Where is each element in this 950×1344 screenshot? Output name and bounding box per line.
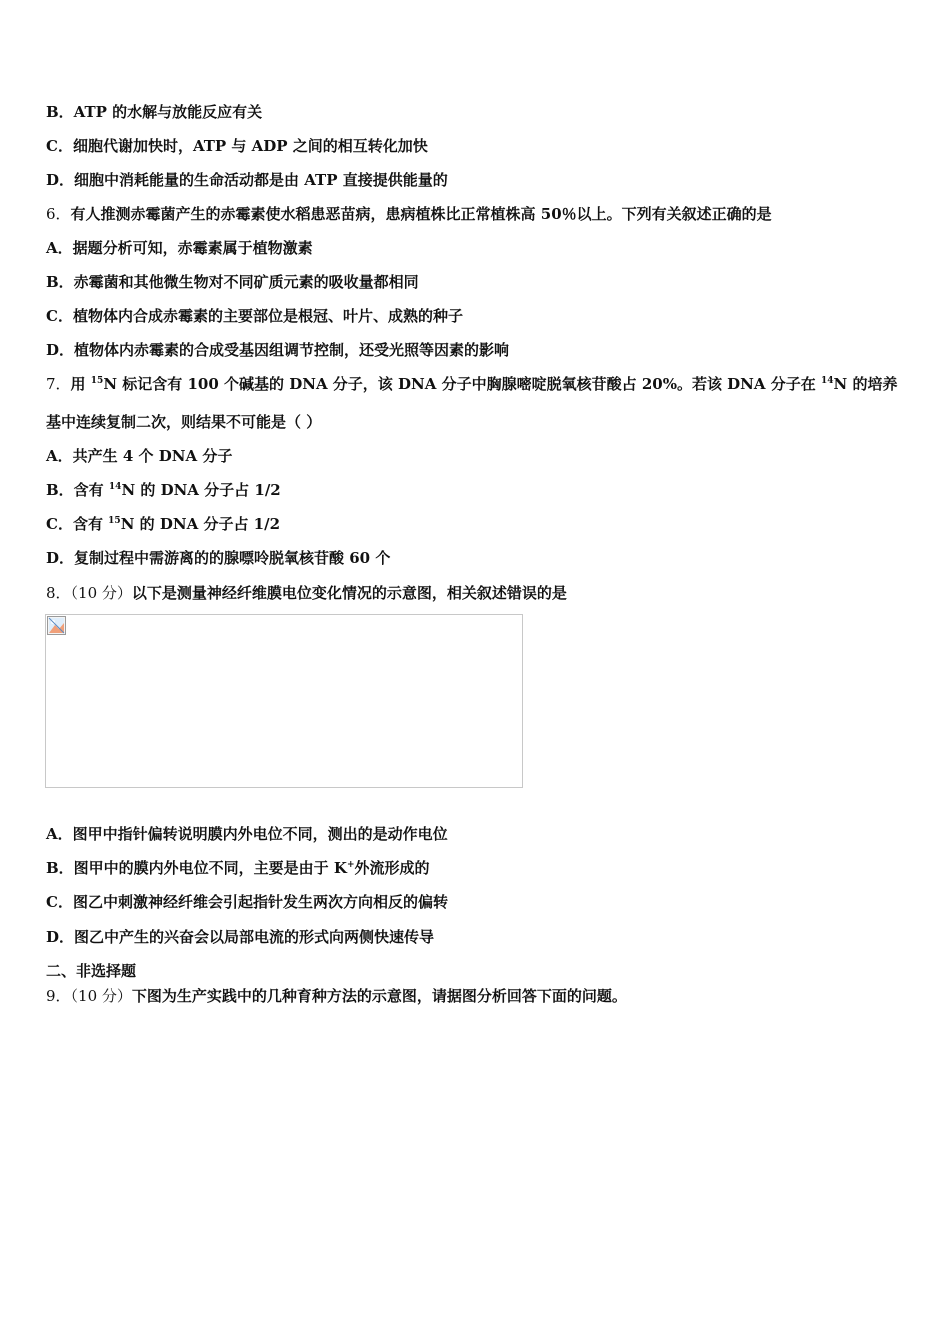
q7-option-a: A．共产生 4 个 DNA 分子 [46,447,233,465]
isotope-superscript: 14 [820,376,834,386]
q8-option-c: C．图乙中刺激神经纤维会引起指针发生两次方向相反的偏转 [46,893,448,911]
q9-number: 9．（10 分） [46,987,132,1005]
q6-option-b: B．赤霉菌和其他微生物对不同矿质元素的吸收量都相同 [46,273,419,291]
q6-stem [46,204,772,224]
q7-stem-part: N 的培养 [833,375,898,393]
q7-option-c [46,514,280,534]
q8-number: 8．（10 分） [46,584,132,602]
q6-option-c: C．植物体内合成赤霉素的主要部位是根冠、叶片、成熟的种子 [46,307,463,325]
q7-option-b-part: B．含有 [46,481,109,499]
q6-number: 6． [46,205,71,223]
q5-option-c: C．细胞代谢加快时，ATP 与 ADP 之间的相互转化加快 [46,137,428,155]
q8-option-d: D．图乙中产生的兴奋会以局部电流的形式向两侧快速传导 [46,928,435,946]
q8-figure-placeholder [45,614,523,788]
q6-option-a: A．据题分析可知，赤霉素属于植物激素 [46,239,313,257]
q8-option-b [46,858,430,878]
q7-option-c-part: N 的 DNA 分子占 1/2 [120,515,281,533]
q6-stem-text: 有人推测赤霉菌产生的赤霉素使水稻患恶苗病，患病植株比正常植株高 50％以上。下列有关叙述正确的是 [70,205,772,223]
section-title: 二、非选择题 [46,962,137,980]
ion-superscript: + [346,860,355,870]
broken-image-icon [47,616,66,635]
q9-stem-text: 下图为生产实践中的几种育种方法的示意图，请据图分析回答下面的问题。 [131,987,627,1005]
isotope-superscript: 15 [108,516,121,526]
q6-option-d: D．植物体内赤霉素的合成受基因组调节控制，还受光照等因素的影响 [46,341,510,359]
q7-option-c-part: C．含有 [46,515,109,533]
isotope-superscript: 14 [108,482,122,492]
q8-option-b-part: 外流形成的 [354,859,430,877]
q8-option-a: A．图甲中指针偏转说明膜内外电位不同，测出的是动作电位 [46,825,448,843]
q7-number: 7． [46,375,71,393]
q7-stem-part: N 标记含有 100 个碱基的 DNA 分子，该 DNA 分子中胸腺嘧啶脱氧核苷酸占 20%。若该 DNA 分子在 [103,375,821,393]
isotope-superscript: 15 [90,376,104,386]
q8-stem [46,583,567,603]
q7-option-b-part: N 的 DNA 分子占 1/2 [121,481,281,499]
q7-stem-line2: 基中连续复制二次，则结果不可能是（ ） [46,413,322,431]
q7-option-b [46,480,281,500]
q7-option-d: D．复制过程中需游离的的腺嘌呤脱氧核苷酸 60 个 [46,549,391,567]
q8-stem-text: 以下是测量神经纤维膜电位变化情况的示意图，相关叙述错误的是 [131,584,567,602]
q7-stem-part: 用 [70,375,91,393]
q9-stem [46,986,627,1006]
q8-option-b-part: B．图甲中的膜内外电位不同，主要是由于 K [46,859,347,877]
q7-stem [46,374,897,394]
q5-option-b: B．ATP 的水解与放能反应有关 [46,103,263,121]
q5-option-d: D．细胞中消耗能量的生命活动都是由 ATP 直接提供能量的 [46,171,448,189]
